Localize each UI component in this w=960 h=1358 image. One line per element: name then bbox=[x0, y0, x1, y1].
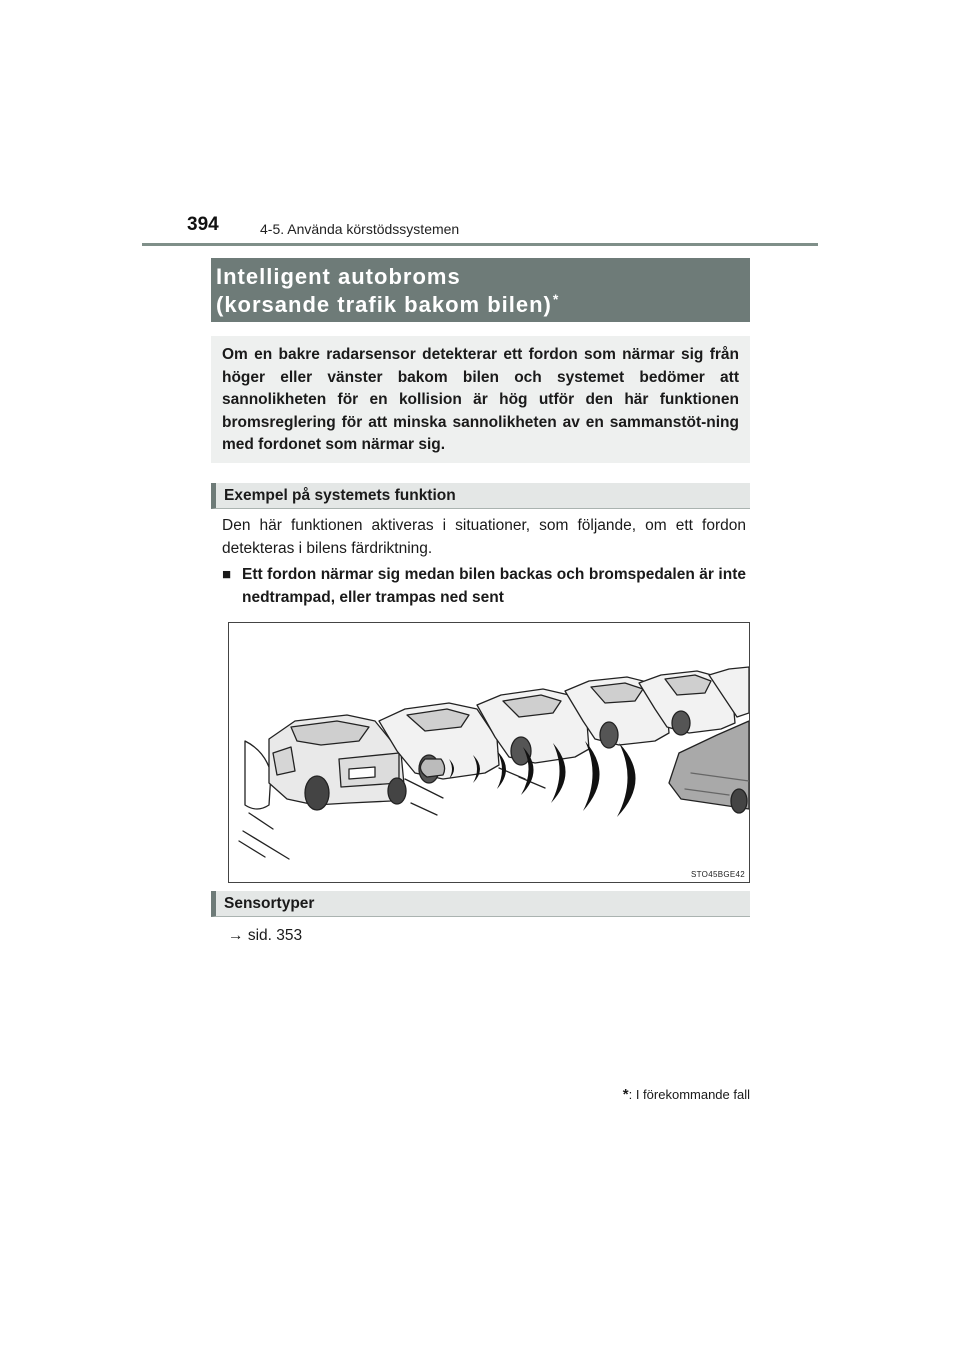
title-line-2-text: (korsande trafik bakom bilen) bbox=[216, 292, 552, 317]
page-number: 394 bbox=[187, 214, 219, 235]
section-heading-sensor-types: Sensortyper bbox=[211, 891, 750, 917]
arrow-right-icon: → bbox=[228, 927, 244, 944]
section-heading-example: Exempel på systemets funktion bbox=[211, 483, 750, 509]
asterisk-icon: * bbox=[552, 291, 560, 307]
chapter-title: 4-5. Använda körstödssystemen bbox=[260, 221, 460, 237]
footnote-text: : I förekommande fall bbox=[628, 1087, 750, 1102]
square-bullet-icon: ■ bbox=[222, 566, 232, 583]
page-reference-link[interactable]: sid. 353 bbox=[247, 927, 303, 944]
title-line-2 bbox=[216, 291, 750, 319]
page-reference bbox=[228, 927, 302, 945]
header-rule bbox=[142, 243, 818, 246]
section-title-box bbox=[211, 258, 750, 322]
bullet-item bbox=[222, 564, 746, 609]
footnote bbox=[623, 1086, 750, 1103]
figure-illustration bbox=[228, 622, 750, 883]
bullet-text: Ett fordon närmar sig medan bilen backas och bromspedalen är inte nedtrampad, eller trampas ned sent bbox=[242, 566, 746, 606]
intro-box: Om en bakre radarsensor detekterar ett fordon som närmar sig från höger eller vänster bakom bilen och systemet bedömer att sannolikheten för en kollision är hög utför den här funktionen bromsreglering för att minska sannolikheten av en sammanstöt-ning med fordonet som närmar sig. bbox=[211, 336, 750, 463]
body-text: Den här funktionen aktiveras i situationer, som följande, om ett fordon detekteras i bilens färdriktning. bbox=[222, 517, 746, 557]
asterisk-icon: * bbox=[622, 1086, 629, 1103]
title-line-1: Intelligent autobroms bbox=[216, 264, 461, 289]
parking-lot-illustration-icon bbox=[229, 623, 749, 882]
figure-code: STO45BGE42 bbox=[691, 870, 745, 879]
